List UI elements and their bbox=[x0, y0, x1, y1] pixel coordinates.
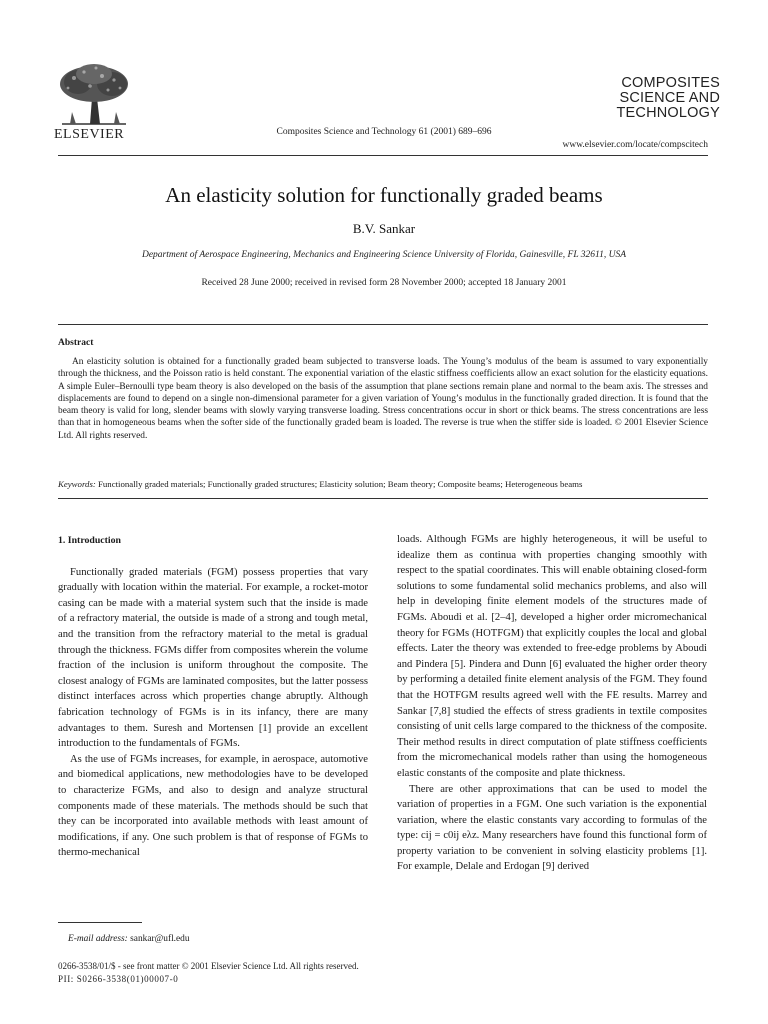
right-column bbox=[397, 532, 707, 875]
left-column bbox=[58, 533, 368, 861]
abstract-body: An elasticity solution is obtained for a functionally graded beam subjected to transverse loads. The Young’s modulus of the beam is assumed to vary exponentially through the thickness, and the Poisson ratio is held constant. The exponential variation of the elastic stiffness coefficients allow an exact solution for the elasticity equations. A simple Euler–Bernoulli type beam theory is also developed on the basis of the assumption that plane sections remain plane and normal to the beam axis. The stresses and displacements are found to depend on a single non-dimensional parameter for a given variation of Young’s modulus in the functionally graded direction. It is found that the beam theory is valid for long, slender beams with slowly varying transverse loading. Stress concentrations occur in short or thick beams. The stress concentrations are less than that in homogeneous beams when the softer side of the functionally graded beam is loaded. The reverse is true when the stiffer side is loaded. © 2001 Elsevier Science Ltd. All rights reserved. bbox=[58, 357, 708, 441]
body-paragraph: As the use of FGMs increases, for example, in aerospace, automotive and biomedical applications, new methodologies have to be developed to characterize FGMs, and also to design and analyze structural components made of these materials. The methods should be such that they can be incorporated into available methods with least amount of modifications, if any. One such problem is that of response of FGMs to thermo-mechanical bbox=[58, 753, 368, 859]
header-divider bbox=[58, 155, 708, 156]
author-affiliation: Department of Aerospace Engineering, Mechanics and Engineering Science University of Florida, Gainesville, FL 32611, USA bbox=[141, 250, 627, 260]
tree-icon bbox=[54, 62, 134, 128]
pii-line: PII: S0266-3538(01)00007-0 bbox=[58, 974, 179, 984]
email-address[interactable]: sankar@ufl.edu bbox=[130, 934, 190, 944]
keywords-label: Keywords: bbox=[58, 479, 96, 489]
keywords-list: Functionally graded materials; Functionally graded structures; Elasticity solution; Beam theory; Composite beams; Heterogeneous beams bbox=[98, 479, 583, 489]
received-dates: Received 28 June 2000; received in revised form 28 November 2000; accepted 18 January 2001 bbox=[201, 278, 567, 288]
journal-title-line: SCIENCE AND bbox=[619, 90, 720, 106]
keywords bbox=[58, 478, 708, 490]
section-heading-introduction: 1. Introduction bbox=[58, 535, 121, 546]
journal-url-link[interactable]: www.elsevier.com/locate/compscitech bbox=[562, 140, 708, 150]
journal-title-line: TECHNOLOGY bbox=[616, 105, 720, 121]
body-paragraph: loads. Although FGMs are highly heterogeneous, it will be useful to idealize them as continua with properties changing smoothly with respect to the spatial coordinates. This will enable obtaining closed-form solutions to some fundamental solid mechanics problems, and also will help in developing finite element models of the structures made of FGMs. Aboudi et al. [2–4], developed a higher order micromechanical theory for FGMs (HOTFGM) that explicitly couples the local and global effects. Later the theory was extended to free-edge problems by Aboudi and Pindera [5]. Pindera and Dunn [6] evaluated the higher order theory by performing a detailed finite element analysis of the FGM. They found that the HOTFGM results agreed well with the FE results. Marrey and Sankar [7,8] studied the effects of stress gradients in textile composites consisting of unit cells large compared to the thickness of the composite. Their method results in direct computation of plate stiffness coefficients from the micromechanical models rather than using the homogeneous elastic constants of the composite and plate thickness. bbox=[397, 534, 707, 779]
footnote-divider bbox=[58, 922, 142, 923]
article-author: B.V. Sankar bbox=[352, 221, 416, 236]
journal-title-line: COMPOSITES bbox=[621, 75, 720, 91]
article-title: An elasticity solution for functionally graded beams bbox=[165, 183, 603, 207]
body-paragraph: Functionally graded materials (FGM) possess properties that vary gradually with location within the material. For example, a rocket-motor casing can be made with a material system such that the inside is made of a refractory material, the outside is made of a strong and tough metal, and the transition from the refractory material to the metal is gradual through the thickness. FGMs differ from composites wherein the volume fraction of the inclusion is uniform throughout the composite. The closest analogy of FGMs are laminated composites, but the latter possess distinct interfaces across which properties change abruptly. Although fabrication technology of FGMs is in its infancy, there are many advantages to them. Suresh and Mortensen [1] provide an excellent introduction to the fundamentals of FGMs. bbox=[58, 566, 368, 750]
body-paragraph: There are other approximations that can be used to model the variation of properties in a FGM. One such variation is the exponential variation, where the elastic constants vary according to formulas of the type: cij = c0ij eλz. Many researchers have found this functional form of property variation to be convenient in solving elasticity problems [1]. For example, Delale and Erdogan [9] derived bbox=[397, 783, 707, 873]
author-email bbox=[68, 934, 190, 944]
publisher-name: ELSEVIER bbox=[54, 127, 125, 142]
journal-citation: Composites Science and Technology 61 (2001) 689–696 bbox=[276, 127, 492, 137]
copyright-line: 0266-3538/01/$ - see front matter © 2001 Elsevier Science Ltd. All rights reserved. bbox=[58, 961, 359, 971]
email-label: E-mail address: bbox=[68, 934, 128, 944]
abstract-top-divider bbox=[58, 324, 708, 325]
abstract-bottom-divider bbox=[58, 498, 708, 499]
abstract-heading: Abstract bbox=[58, 338, 94, 348]
journal-title bbox=[560, 76, 720, 121]
